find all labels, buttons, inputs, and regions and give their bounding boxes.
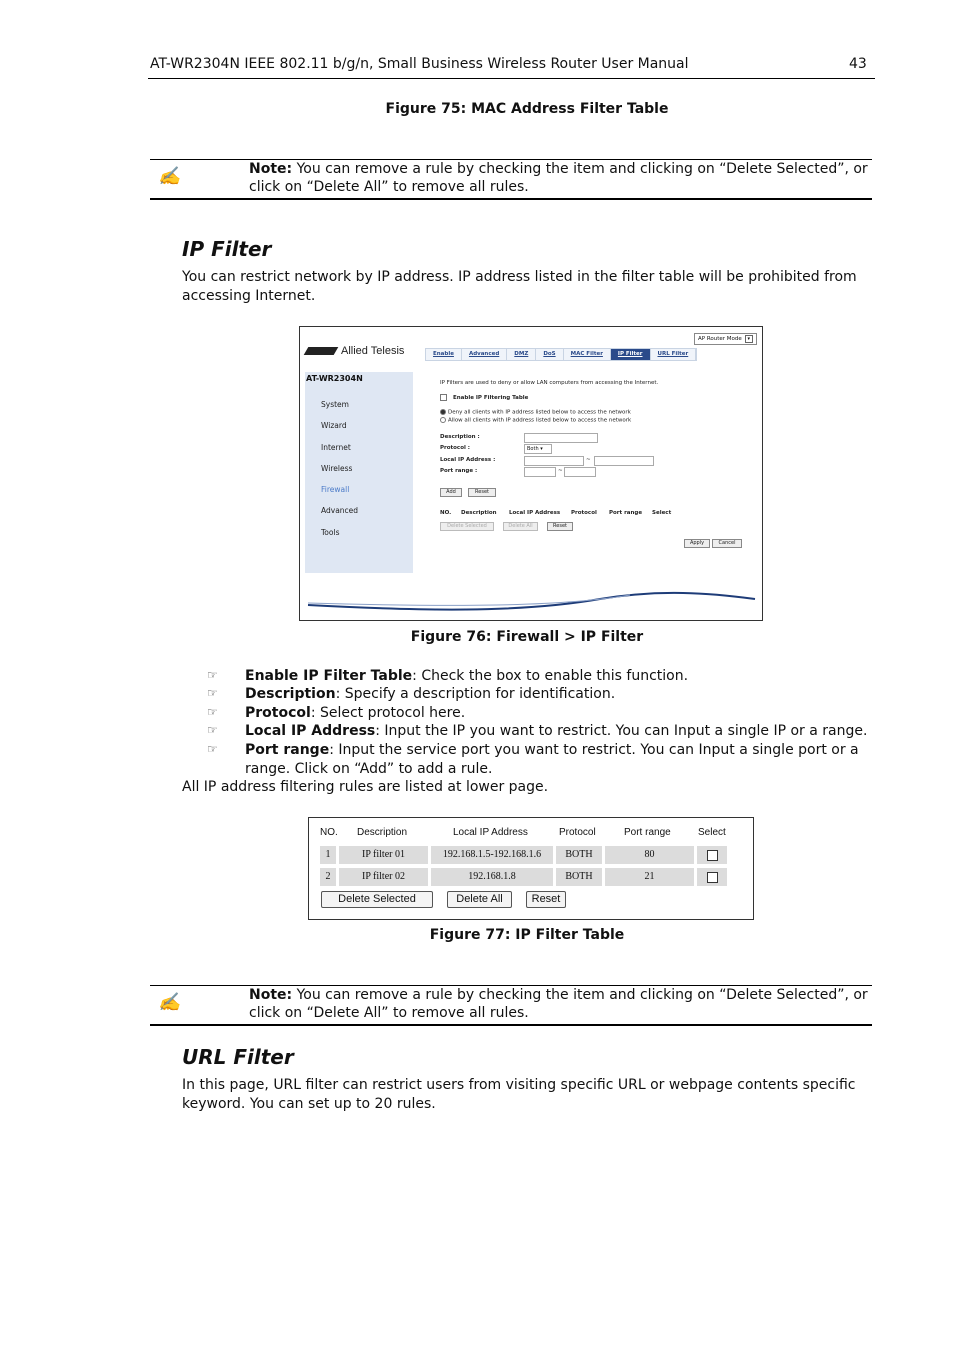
sidebar-item-system[interactable]: System [321,400,349,409]
section-heading-ip-filter: IP Filter [182,237,272,261]
rules-listed-text: All IP address filtering rules are listed at lower page. [182,779,549,795]
delete-all-button[interactable]: Delete All [503,522,538,531]
col-protocol: Protocol [571,510,597,516]
pointing-hand-icon: ☞ [207,686,218,700]
note-bottom-rule [150,1024,872,1026]
range-tilde: ~ [586,457,591,463]
sidebar-item-wizard[interactable]: Wizard [321,421,347,430]
label-description: Description : [440,434,480,440]
table-cell: BOTH [556,846,602,864]
table-cell: 192.168.1.8 [431,868,553,886]
ip-filter-intro: You can restrict network by IP address. IP address listed in the filter table will be prohibited from accessing Internet. [182,269,857,304]
table-select-cell [697,868,727,886]
tab-ip-filter[interactable]: IP Filter [611,349,651,360]
table-cell: 80 [605,846,694,864]
col-header-description: Description [357,827,408,838]
delete-selected-button[interactable]: Delete Selected [440,522,494,531]
col-description: Description [461,510,497,516]
reset-button[interactable]: Reset [468,488,496,497]
sidebar-item-tools[interactable]: Tools [321,528,340,537]
table-cell: 1 [320,846,336,864]
allied-telesis-logo: Allied Telesis [306,345,404,357]
col-header-no: NO. [320,827,338,838]
note-text: Note: You can remove a rule by checking the item and clicking on “Delete Selected”, or click on “Delete All” to remove all rules. [249,161,868,195]
figure77-caption: Figure 77: IP Filter Table [429,927,625,943]
sidebar-item-advanced[interactable]: Advanced [321,506,359,515]
running-header: AT-WR2304N IEEE 802.11 b/g/n, Small Business Wireless Router User Manual [150,56,689,72]
figure76-caption: Figure 76: Firewall > IP Filter [410,629,644,645]
pencil-note-icon: ✍ [158,992,181,1013]
bullet-description: Description: Specify a description for identification. [245,686,616,702]
note-text: Note: You can remove a rule by checking the item and clicking on “Delete Selected”, or click on “Delete All” to remove all rules. [249,987,868,1021]
reset-table-button[interactable]: Reset [547,522,573,531]
sidebar-item-firewall[interactable]: Firewall [321,485,350,494]
col-header-local-ip: Local IP Address [453,827,528,838]
select-checkbox[interactable] [707,872,718,883]
table-cell: IP filter 01 [339,846,428,864]
enable-checkbox[interactable] [440,394,447,401]
model-name: AT-WR2304N [306,374,363,383]
nav-tabs [425,348,697,361]
apply-button[interactable]: Apply [684,539,710,548]
cancel-button[interactable]: Cancel [712,539,742,548]
radio-button[interactable] [440,417,446,423]
pencil-note-icon: ✍ [158,166,181,187]
bullet-protocol: Protocol: Select protocol here. [245,705,466,721]
pointing-hand-icon: ☞ [207,742,218,756]
port-start-input[interactable] [524,467,556,477]
radio-deny[interactable]: Deny all clients with IP address listed below to access the network [440,409,631,416]
pointing-hand-icon: ☞ [207,705,218,719]
table-cell: 2 [320,868,336,886]
table-cell: IP filter 02 [339,868,428,886]
router-ui-screenshot [299,326,763,621]
tab-enable[interactable]: Enable [426,349,462,360]
col-header-select: Select [698,827,726,838]
col-select: Select [652,510,672,516]
bullet-enable: Enable IP Filter Table: Check the box to enable this function. [245,668,689,684]
bullet-port-range: Port range: Input the service port you want to restrict. You can Input a single port or a range. Click on “Add” to add a rule. [245,742,859,777]
col-port-range: Port range [609,510,643,516]
protocol-select[interactable]: Both ▾ [524,444,552,454]
ip-filter-description: IP Filters are used to deny or allow LAN computers from accessing the Internet. [440,380,659,386]
tab-mac-filter[interactable]: MAC Filter [564,349,611,360]
radio-allow[interactable]: Allow all clients with IP address listed below to access the network [440,417,631,424]
note-bottom-rule [150,198,872,200]
figure75-caption: Figure 75: MAC Address Filter Table [385,101,669,117]
mode-select[interactable]: AP Router Mode ▾ [694,333,757,345]
pointing-hand-icon: ☞ [207,668,218,682]
col-header-protocol: Protocol [559,827,596,838]
pointing-hand-icon: ☞ [207,723,218,737]
label-port-range: Port range : [440,468,478,474]
port-end-input[interactable] [564,467,596,477]
select-checkbox[interactable] [707,850,718,861]
table-cell: 21 [605,868,694,886]
delete-selected-button[interactable]: Delete Selected [321,891,433,908]
col-local-ip: Local IP Address [509,510,561,516]
local-ip-end-input[interactable] [594,456,654,466]
table-cell: BOTH [556,868,602,886]
local-ip-start-input[interactable] [524,456,584,466]
description-input[interactable] [524,433,598,443]
tab-dos[interactable]: DoS [536,349,563,360]
table-select-cell [697,846,727,864]
ip-filter-table [308,817,754,920]
sidebar-item-internet[interactable]: Internet [321,443,351,452]
enable-ip-filter-row[interactable]: Enable IP Filtering Table [440,394,528,401]
add-button[interactable]: Add [440,488,462,497]
reset-button[interactable]: Reset [526,891,566,908]
footer-wave-decoration [300,585,762,615]
col-no: NO. [440,510,452,516]
bullet-local-ip: Local IP Address: Input the IP you want to restrict. You can Input a single IP or a range. [245,723,868,739]
tab-advanced[interactable]: Advanced [462,349,507,360]
tab-url-filter[interactable]: URL Filter [651,349,697,360]
chevron-down-icon: ▾ [540,446,543,452]
delete-all-button[interactable]: Delete All [447,891,512,908]
page-number: 43 [849,56,867,72]
sidebar-item-wireless[interactable]: Wireless [321,464,353,473]
tab-dmz[interactable]: DMZ [507,349,536,360]
label-local-ip: Local IP Address : [440,457,496,463]
col-header-port-range: Port range [624,827,671,838]
table-cell: 192.168.1.5-192.168.1.6 [431,846,553,864]
chevron-down-icon: ▾ [745,335,753,343]
url-filter-intro: In this page, URL filter can restrict users from visiting specific URL or webpage contents specific keyword. You can set up to 20 rules. [182,1077,856,1112]
radio-button[interactable] [440,409,446,415]
section-heading-url-filter: URL Filter [182,1045,294,1069]
header-rule [148,78,875,79]
label-protocol: Protocol : [440,445,470,451]
range-tilde: ~ [558,468,563,474]
